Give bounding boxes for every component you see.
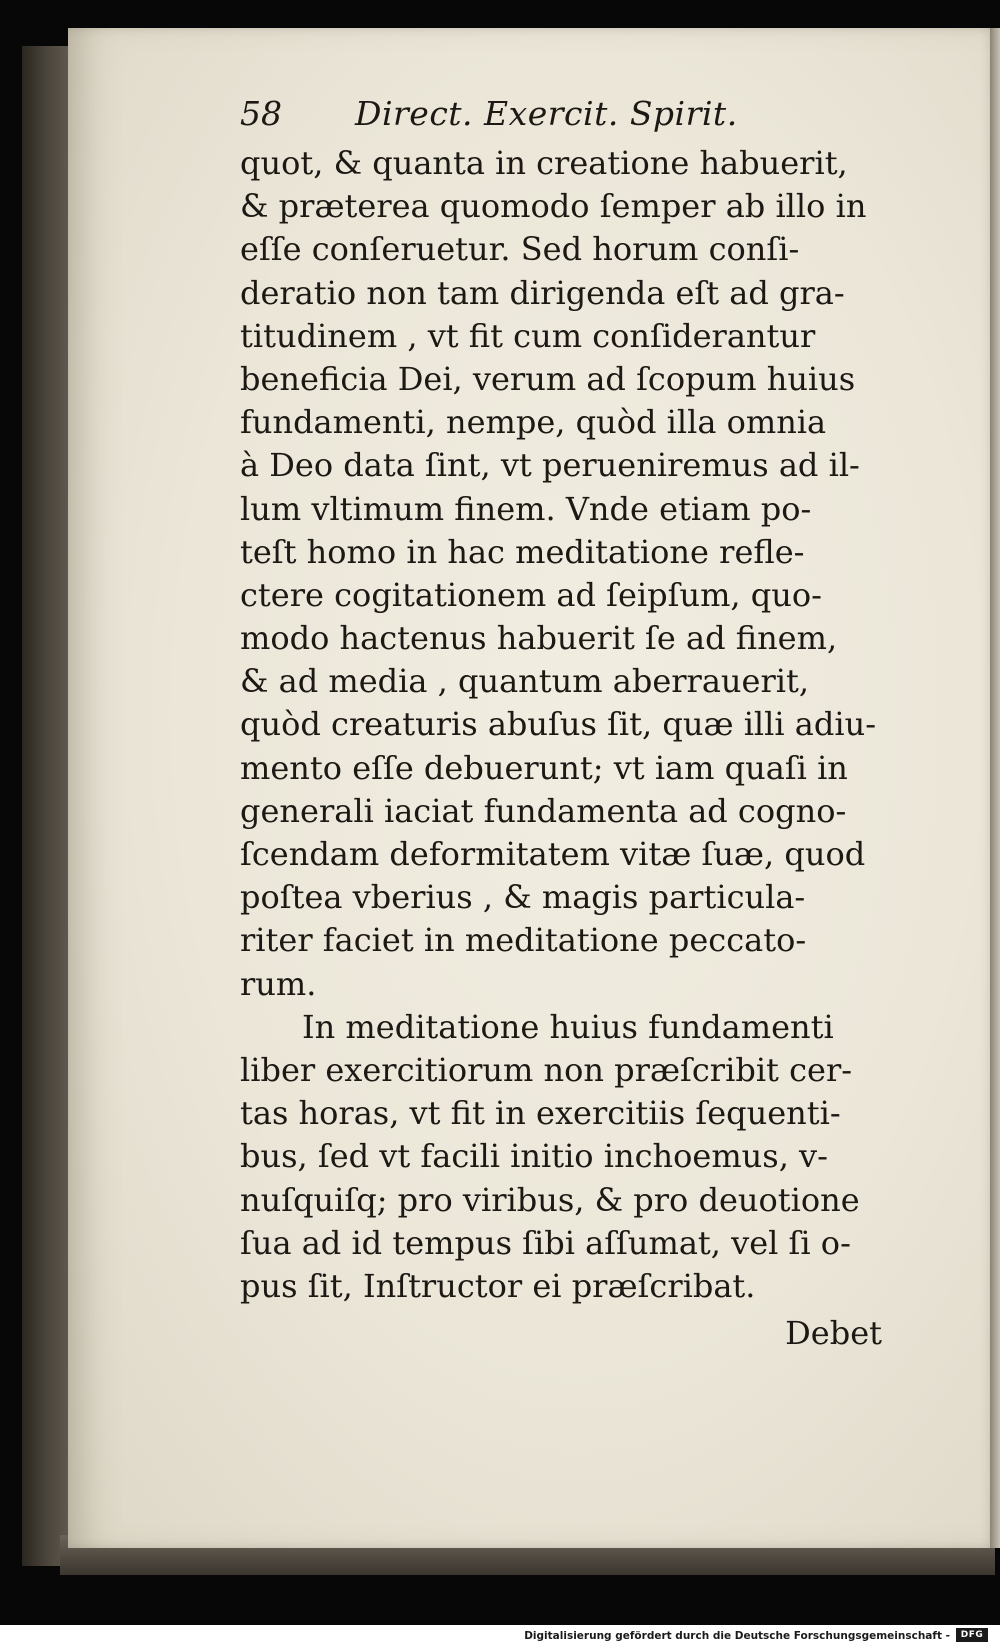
funding-credit: Digitalisierung gefördert durch die Deutsche Forschungsgemeinschaft - — [524, 1630, 950, 1642]
text-line: liber exercitiorum non præſcribit cer- — [240, 1050, 853, 1089]
text-line: ſcendam deformitatem vitæ ſuæ, quod — [240, 835, 866, 873]
text-line: fundamenti, nempe, quòd illa omnia — [240, 403, 827, 442]
text-line: ſua ad id tempus ſibi aſſumat, vel ſi o- — [240, 1223, 851, 1262]
text-line: modo hactenus habuerit ſe ad finem, — [240, 619, 838, 658]
text-line: deratio non tam dirigenda eſt ad gra- — [240, 273, 845, 312]
text-line: eſſe conſeruetur. Sed horum conſi- — [240, 230, 800, 269]
page-edge — [990, 28, 1000, 1548]
page-number: 58 — [240, 94, 282, 133]
text-line: riter faciet in meditatione peccato- — [240, 921, 807, 960]
text-line: ctere cogitationem ad ſeipſum, quo- — [240, 575, 822, 614]
text-line: poſtea vberius , & magis particula- — [240, 878, 806, 917]
catchword: Debet — [785, 1314, 882, 1353]
footer-bar — [0, 1625, 1000, 1645]
running-title: Direct. Exercit. Spirit. — [355, 94, 738, 133]
text-line: lum vltimum finem. Vnde etiam po- — [240, 489, 812, 528]
text-line: & præterea quomodo ſemper ab illo in — [240, 187, 867, 226]
text-line: titudinem , vt fit cum conſiderantur — [240, 316, 816, 355]
text-line: bus, ſed vt facili initio inchoemus, v- — [240, 1137, 828, 1176]
text-line: teſt homo in hac meditatione refle- — [240, 532, 805, 571]
text-line: quòd creaturis abuſus ſit, quæ illi adiu- — [240, 705, 877, 744]
text-line: pus ſit, Inſtructor ei præſcribat. — [240, 1266, 756, 1305]
text-line: quot, & quanta in creatione habuerit, — [240, 144, 848, 182]
paragraph-start-line: In meditatione huius fundamenti — [302, 1007, 834, 1046]
page-header — [240, 90, 890, 142]
text-line: tas horas, vt fit in exercitiis ſequenti- — [240, 1094, 841, 1133]
text-line: rum. — [240, 964, 317, 1003]
text-line: à Deo data ſint, vt perueniremus ad il- — [240, 446, 860, 485]
text-line: beneficia Dei, verum ad ſcopum huius — [240, 359, 856, 398]
text-line: generali iaciat fundamenta ad cogno- — [240, 791, 847, 830]
page-text — [240, 90, 890, 1358]
text-line: mento eſſe debuerunt; vt iam quaſi in — [240, 748, 848, 787]
text-line: & ad media , quantum aberrauerit, — [240, 662, 810, 701]
dfg-logo-icon: DFG — [956, 1628, 988, 1642]
text-line: nuſquiſq; pro viribus, & pro deuotione — [240, 1180, 860, 1219]
